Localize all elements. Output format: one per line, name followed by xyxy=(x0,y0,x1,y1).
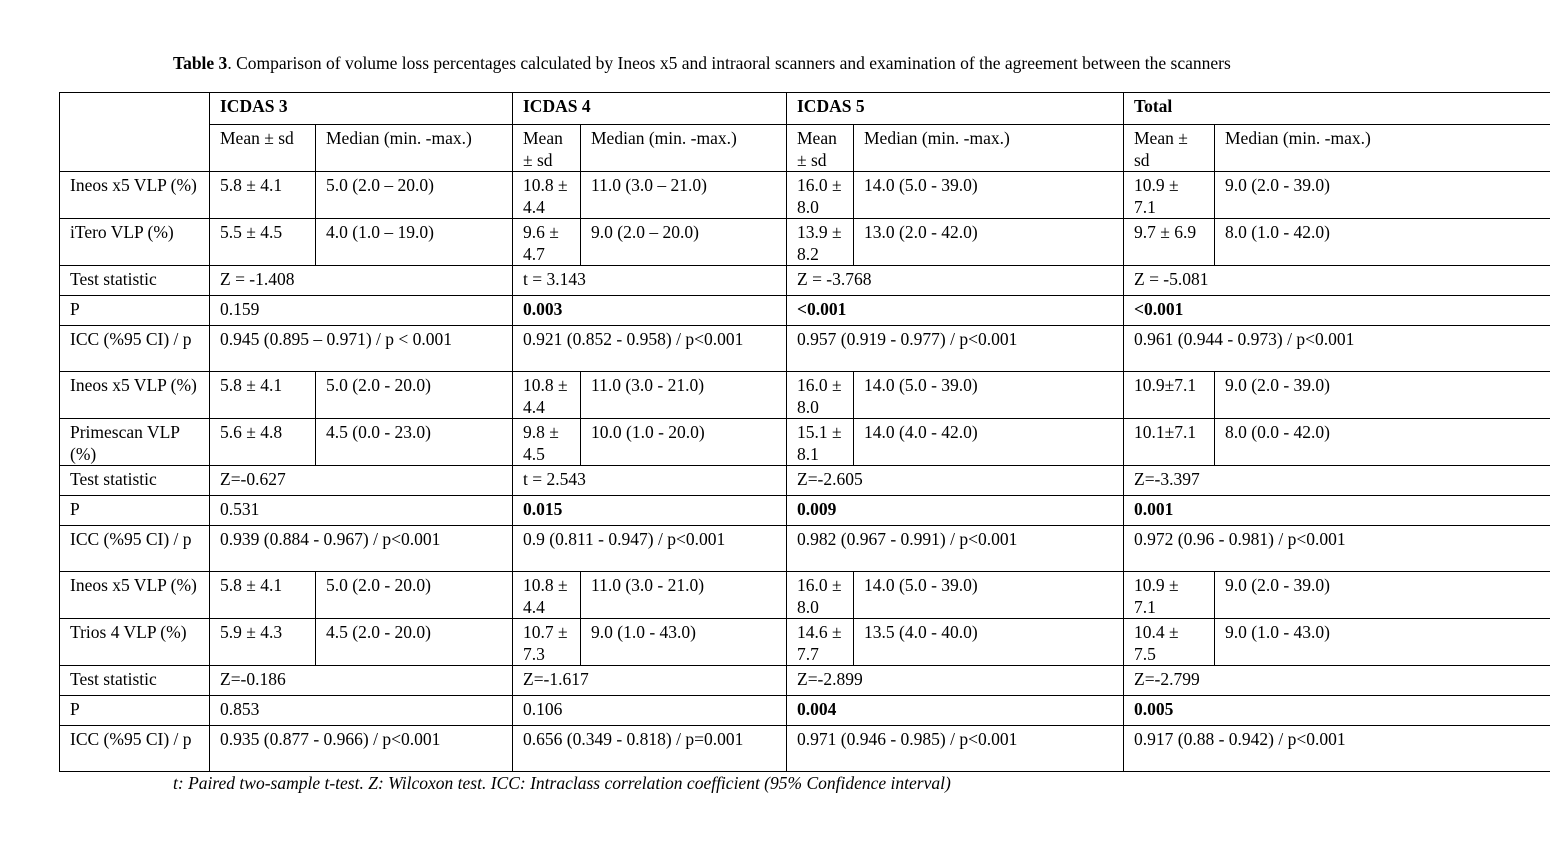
data-cell: 4.0 (1.0 – 19.0) xyxy=(316,219,513,266)
data-cell: 16.0 ± 8.0 xyxy=(787,172,854,219)
p-cell: 0.159 xyxy=(210,296,513,326)
test-statistic-row xyxy=(60,666,1550,696)
icc-cell: 0.921 (0.852 - 0.958) / p<0.001 xyxy=(513,326,787,372)
header-sub-cell: Mean ± sd xyxy=(1124,125,1215,172)
stat-cell: Z = -5.081 xyxy=(1124,266,1550,296)
stat-cell: t = 3.143 xyxy=(513,266,787,296)
icc-cell: 0.939 (0.884 - 0.967) / p<0.001 xyxy=(210,526,513,572)
data-cell: 9.0 (1.0 - 43.0) xyxy=(1215,619,1550,666)
data-cell: 13.9 ± 8.2 xyxy=(787,219,854,266)
data-cell: 10.4 ± 7.5 xyxy=(1124,619,1215,666)
icc-cell: 0.972 (0.96 - 0.981) / p<0.001 xyxy=(1124,526,1550,572)
table-caption-label: Table 3 xyxy=(173,53,228,73)
data-cell: 9.8 ± 4.5 xyxy=(513,419,581,466)
row-label: P xyxy=(60,296,210,326)
header-sub-cell: Median (min. -max.) xyxy=(1215,125,1550,172)
data-cell: 10.9 ± 7.1 xyxy=(1124,572,1215,619)
data-cell: 5.8 ± 4.1 xyxy=(210,372,316,419)
data-cell: 5.0 (2.0 – 20.0) xyxy=(316,172,513,219)
stat-cell: Z=-2.605 xyxy=(787,466,1124,496)
data-cell: 10.9±7.1 xyxy=(1124,372,1215,419)
stat-cell: Z = -1.408 xyxy=(210,266,513,296)
p-cell: <0.001 xyxy=(787,296,1124,326)
data-cell: 9.0 (1.0 - 43.0) xyxy=(581,619,787,666)
stat-cell: Z=-2.899 xyxy=(787,666,1124,696)
data-cell: 9.7 ± 6.9 xyxy=(1124,219,1215,266)
p-cell: 0.009 xyxy=(787,496,1124,526)
test-statistic-row xyxy=(60,466,1550,496)
icc-cell: 0.982 (0.967 - 0.991) / p<0.001 xyxy=(787,526,1124,572)
table-caption-text: . Comparison of volume loss percentages calculated by Ineos x5 and intraoral scanners and examination of the agreement between the scanners xyxy=(227,53,1231,73)
data-cell: 9.6 ± 4.7 xyxy=(513,219,581,266)
data-cell: 14.0 (5.0 - 39.0) xyxy=(854,572,1124,619)
data-cell: 13.0 (2.0 - 42.0) xyxy=(854,219,1124,266)
data-cell: 16.0 ± 8.0 xyxy=(787,372,854,419)
data-cell: 10.7 ± 7.3 xyxy=(513,619,581,666)
data-cell: 5.8 ± 4.1 xyxy=(210,572,316,619)
stat-cell: Z = -3.768 xyxy=(787,266,1124,296)
stat-cell: Z=-0.186 xyxy=(210,666,513,696)
header-group-row xyxy=(60,93,1550,125)
p-cell: 0.004 xyxy=(787,696,1124,726)
row-label: P xyxy=(60,496,210,526)
table-row xyxy=(60,372,1550,419)
header-sub-cell: Median (min. -max.) xyxy=(581,125,787,172)
row-label: Ineos x5 VLP (%) xyxy=(60,372,210,419)
row-label: Ineos x5 VLP (%) xyxy=(60,172,210,219)
stat-cell: t = 2.543 xyxy=(513,466,787,496)
data-cell: 5.6 ± 4.8 xyxy=(210,419,316,466)
data-cell: 15.1 ± 8.1 xyxy=(787,419,854,466)
data-cell: 10.9 ± 7.1 xyxy=(1124,172,1215,219)
header-corner-cell xyxy=(60,93,210,172)
row-label: Test statistic xyxy=(60,266,210,296)
data-cell: 14.6 ± 7.7 xyxy=(787,619,854,666)
data-cell: 14.0 (5.0 - 39.0) xyxy=(854,172,1124,219)
icc-row xyxy=(60,526,1550,572)
row-label: Ineos x5 VLP (%) xyxy=(60,572,210,619)
p-cell: 0.853 xyxy=(210,696,513,726)
table-row xyxy=(60,572,1550,619)
table-row xyxy=(60,619,1550,666)
icc-cell: 0.656 (0.349 - 0.818) / p=0.001 xyxy=(513,726,787,772)
header-sub-row xyxy=(60,125,1550,172)
data-cell: 11.0 (3.0 - 21.0) xyxy=(581,572,787,619)
icc-cell: 0.961 (0.944 - 0.973) / p<0.001 xyxy=(1124,326,1550,372)
test-statistic-row xyxy=(60,266,1550,296)
data-cell: 9.0 (2.0 - 39.0) xyxy=(1215,172,1550,219)
header-group-icdas5: ICDAS 5 xyxy=(787,93,1124,125)
data-cell: 14.0 (5.0 - 39.0) xyxy=(854,372,1124,419)
data-cell: 4.5 (0.0 - 23.0) xyxy=(316,419,513,466)
header-sub-cell: Median (min. -max.) xyxy=(316,125,513,172)
row-label: P xyxy=(60,696,210,726)
data-cell: 4.5 (2.0 - 20.0) xyxy=(316,619,513,666)
data-cell: 10.8 ± 4.4 xyxy=(513,172,581,219)
icc-row xyxy=(60,326,1550,372)
row-label: Trios 4 VLP (%) xyxy=(60,619,210,666)
table-caption xyxy=(173,53,1231,74)
header-group-icdas3: ICDAS 3 xyxy=(210,93,513,125)
p-cell: 0.015 xyxy=(513,496,787,526)
icc-row xyxy=(60,726,1550,772)
header-group-icdas4: ICDAS 4 xyxy=(513,93,787,125)
data-cell: 10.8 ± 4.4 xyxy=(513,372,581,419)
p-value-row xyxy=(60,296,1550,326)
data-cell: 5.8 ± 4.1 xyxy=(210,172,316,219)
data-cell: 5.9 ± 4.3 xyxy=(210,619,316,666)
p-cell: <0.001 xyxy=(1124,296,1550,326)
header-sub-cell: Mean ± sd xyxy=(787,125,854,172)
row-label: ICC (%95 CI) / p xyxy=(60,326,210,372)
data-cell: 10.1±7.1 xyxy=(1124,419,1215,466)
data-cell: 9.0 (2.0 – 20.0) xyxy=(581,219,787,266)
icc-cell: 0.971 (0.946 - 0.985) / p<0.001 xyxy=(787,726,1124,772)
row-label: Test statistic xyxy=(60,466,210,496)
icc-cell: 0.945 (0.895 – 0.971) / p < 0.001 xyxy=(210,326,513,372)
header-sub-cell: Mean ± sd xyxy=(513,125,581,172)
row-label: ICC (%95 CI) / p xyxy=(60,726,210,772)
data-cell: 5.5 ± 4.5 xyxy=(210,219,316,266)
p-cell: 0.005 xyxy=(1124,696,1550,726)
icc-cell: 0.917 (0.88 - 0.942) / p<0.001 xyxy=(1124,726,1550,772)
table-row xyxy=(60,172,1550,219)
p-value-row xyxy=(60,696,1550,726)
p-cell: 0.106 xyxy=(513,696,787,726)
stat-cell: Z=-2.799 xyxy=(1124,666,1550,696)
data-cell: 9.0 (2.0 - 39.0) xyxy=(1215,372,1550,419)
table-row xyxy=(60,419,1550,466)
icc-cell: 0.935 (0.877 - 0.966) / p<0.001 xyxy=(210,726,513,772)
stat-cell: Z=-0.627 xyxy=(210,466,513,496)
data-cell: 11.0 (3.0 – 21.0) xyxy=(581,172,787,219)
p-value-row xyxy=(60,496,1550,526)
data-cell: 9.0 (2.0 - 39.0) xyxy=(1215,572,1550,619)
data-cell: 5.0 (2.0 - 20.0) xyxy=(316,372,513,419)
data-cell: 11.0 (3.0 - 21.0) xyxy=(581,372,787,419)
header-group-total: Total xyxy=(1124,93,1550,125)
p-cell: 0.003 xyxy=(513,296,787,326)
icc-cell: 0.9 (0.811 - 0.947) / p<0.001 xyxy=(513,526,787,572)
header-sub-cell: Mean ± sd xyxy=(210,125,316,172)
table-footnote: t: Paired two-sample t-test. Z: Wilcoxon test. ICC: Intraclass correlation coefficient (95% Confidence interval) xyxy=(173,773,951,793)
data-cell: 16.0 ± 8.0 xyxy=(787,572,854,619)
row-label: Primescan VLP (%) xyxy=(60,419,210,466)
data-cell: 10.8 ± 4.4 xyxy=(513,572,581,619)
stat-cell: Z=-3.397 xyxy=(1124,466,1550,496)
data-cell: 13.5 (4.0 - 40.0) xyxy=(854,619,1124,666)
data-cell: 8.0 (1.0 - 42.0) xyxy=(1215,219,1550,266)
data-cell: 10.0 (1.0 - 20.0) xyxy=(581,419,787,466)
row-label: Test statistic xyxy=(60,666,210,696)
header-sub-cell: Median (min. -max.) xyxy=(854,125,1124,172)
row-label: ICC (%95 CI) / p xyxy=(60,526,210,572)
p-cell: 0.001 xyxy=(1124,496,1550,526)
p-cell: 0.531 xyxy=(210,496,513,526)
table-row xyxy=(60,219,1550,266)
data-cell: 14.0 (4.0 - 42.0) xyxy=(854,419,1124,466)
results-table xyxy=(59,92,1550,772)
data-cell: 8.0 (0.0 - 42.0) xyxy=(1215,419,1550,466)
data-cell: 5.0 (2.0 - 20.0) xyxy=(316,572,513,619)
icc-cell: 0.957 (0.919 - 0.977) / p<0.001 xyxy=(787,326,1124,372)
row-label: iTero VLP (%) xyxy=(60,219,210,266)
stat-cell: Z=-1.617 xyxy=(513,666,787,696)
